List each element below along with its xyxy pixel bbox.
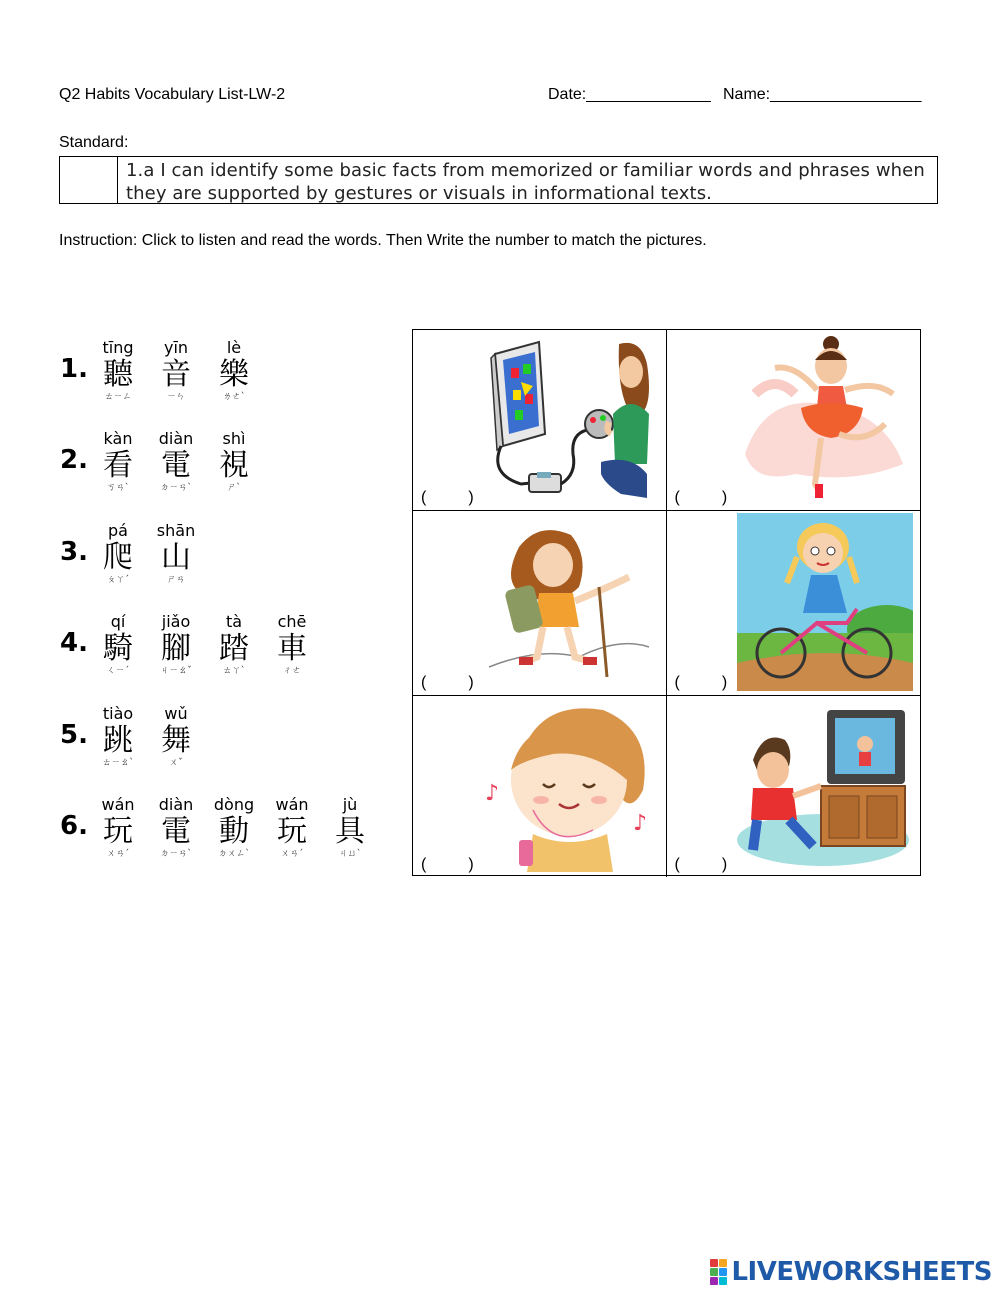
vocab-word[interactable] <box>204 612 264 677</box>
hanzi-character: 爬 <box>103 540 133 575</box>
pinyin: kàn <box>103 429 133 448</box>
zhuyin: ㄧㄣ <box>166 392 185 402</box>
hanzi-character: 玩 <box>277 814 307 849</box>
zhuyin: ㄔㄜ <box>282 666 301 676</box>
hanzi-character: 樂 <box>219 357 249 392</box>
pinyin: jiǎo <box>161 612 191 631</box>
worksheet-title: Q2 Habits Vocabulary List-LW-2 <box>59 86 286 103</box>
picture-grid <box>412 329 921 876</box>
vocab-word[interactable] <box>146 612 206 677</box>
ballet-dancer-picture <box>735 334 913 504</box>
pinyin: shān <box>156 521 196 540</box>
hanzi-character: 聽 <box>103 357 133 392</box>
hanzi-character: 踏 <box>219 631 249 666</box>
hiking-girl-picture <box>479 517 657 687</box>
hanzi-character: 腳 <box>161 631 191 666</box>
hanzi-character: 舞 <box>161 723 191 758</box>
pinyin: tiào <box>102 704 134 723</box>
zhuyin: ㄑㄧˊ <box>106 666 130 676</box>
answer-slot-3 <box>421 673 474 693</box>
picture-cell-2 <box>667 330 921 511</box>
tv-watching-boy-picture <box>733 700 909 872</box>
hanzi-character: 動 <box>219 814 249 849</box>
hanzi-character: 山 <box>161 540 191 575</box>
hanzi-character: 車 <box>277 631 307 666</box>
answer-slot-4 <box>675 673 728 693</box>
standard-text: 1.a I can identify some basic facts from memorized or familiar words and phrases when they are supported by gestures or visuals in informational texts. <box>126 160 925 204</box>
vocab-word[interactable] <box>146 338 206 403</box>
video-game-player-picture <box>481 334 657 504</box>
left-paren: ( <box>421 856 427 873</box>
standard-label: Standard: <box>59 134 129 151</box>
vocab-word[interactable] <box>262 612 322 677</box>
hanzi-character: 看 <box>103 448 133 483</box>
vocab-word[interactable] <box>146 429 206 494</box>
vocab-number: 6. <box>60 811 88 841</box>
zhuyin: ㄕㄢ <box>166 575 185 585</box>
zhuyin: ㄐㄩˋ <box>338 849 362 859</box>
vocab-word[interactable] <box>262 795 322 860</box>
vocab-word[interactable] <box>320 795 380 860</box>
pinyin: wǔ <box>164 704 188 723</box>
zhuyin: ㄨㄢˊ <box>280 849 304 859</box>
pinyin: diàn <box>158 429 194 448</box>
pinyin: jù <box>342 795 358 814</box>
left-paren: ( <box>674 856 680 873</box>
vocab-word[interactable] <box>88 429 148 494</box>
pinyin: shì <box>222 429 246 448</box>
logo-mark-icon <box>710 1259 727 1285</box>
music-listener-picture <box>483 700 659 872</box>
liveworksheets-logo <box>710 1257 992 1287</box>
picture-cell-1 <box>413 330 667 511</box>
svg-text:♪: ♪ <box>633 811 648 836</box>
answer-input-2[interactable] <box>680 488 722 508</box>
answer-slot-6 <box>675 855 728 875</box>
left-paren: ( <box>421 489 427 506</box>
zhuyin: ㄕˋ <box>227 483 241 493</box>
hanzi-character: 騎 <box>103 631 133 666</box>
right-paren: ) <box>468 489 474 506</box>
vocab-word[interactable] <box>204 795 264 860</box>
pinyin: wán <box>275 795 309 814</box>
vocab-word[interactable] <box>88 704 148 769</box>
pinyin: qí <box>110 612 126 631</box>
zhuyin: ㄊㄚˋ <box>222 666 246 676</box>
hanzi-character: 電 <box>161 448 191 483</box>
standard-check-cell <box>60 157 118 203</box>
answer-input-5[interactable] <box>426 855 468 875</box>
pinyin: lè <box>226 338 242 357</box>
vocab-number: 2. <box>60 445 88 475</box>
zhuyin: ㄆㄚˊ <box>106 575 130 585</box>
right-paren: ) <box>468 674 474 691</box>
pinyin: pá <box>108 521 128 540</box>
pinyin: wán <box>101 795 135 814</box>
standard-table <box>59 156 938 204</box>
vocab-number: 1. <box>60 354 88 384</box>
zhuyin: ㄊㄧㄥ <box>104 392 132 402</box>
answer-input-3[interactable] <box>426 673 468 693</box>
picture-cell-5 <box>413 696 667 877</box>
instruction-text: Instruction: Click to listen and read the words. Then Write the number to match the pictures. <box>59 232 707 249</box>
vocab-number: 3. <box>60 537 88 567</box>
answer-slot-1 <box>421 488 474 508</box>
logo-text: LIVEWORKSHEETS <box>731 1257 992 1287</box>
pinyin: chē <box>277 612 307 631</box>
zhuyin: ㄉㄨㄥˋ <box>218 849 250 859</box>
answer-slot-5 <box>421 855 474 875</box>
vocab-word[interactable] <box>88 612 148 677</box>
picture-cell-3 <box>413 511 667 696</box>
pinyin: dòng <box>213 795 255 814</box>
hanzi-character: 具 <box>335 814 365 849</box>
picture-cell-6 <box>667 696 921 877</box>
vocab-word[interactable] <box>146 704 206 769</box>
zhuyin: ㄨㄢˊ <box>106 849 130 859</box>
left-paren: ( <box>421 674 427 691</box>
left-paren: ( <box>674 674 680 691</box>
name-field-label: Name:_________________ <box>723 86 922 103</box>
zhuyin: ㄐㄧㄠˇ <box>160 666 192 676</box>
hanzi-character: 視 <box>219 448 249 483</box>
answer-input-6[interactable] <box>680 855 722 875</box>
right-paren: ) <box>721 856 728 873</box>
answer-input-1[interactable] <box>426 488 468 508</box>
vocab-number: 5. <box>60 720 88 750</box>
vocab-word[interactable] <box>204 338 264 403</box>
zhuyin: ㄌㄜˋ <box>222 392 246 402</box>
zhuyin: ㄉㄧㄢˋ <box>160 483 192 493</box>
pinyin: tà <box>225 612 243 631</box>
vocab-word[interactable] <box>88 521 148 586</box>
right-paren: ) <box>468 856 474 873</box>
right-paren: ) <box>721 489 728 506</box>
left-paren: ( <box>674 489 680 506</box>
vocab-word[interactable] <box>146 521 206 586</box>
vocab-word[interactable] <box>204 429 264 494</box>
zhuyin: ㄊㄧㄠˋ <box>102 758 134 768</box>
hanzi-character: 跳 <box>103 723 133 758</box>
bicycle-girl-picture <box>737 513 913 691</box>
zhuyin: ㄨˇ <box>169 758 183 768</box>
vocab-number: 4. <box>60 628 88 658</box>
hanzi-character: 音 <box>161 357 191 392</box>
picture-cell-4 <box>667 511 921 696</box>
zhuyin: ㄉㄧㄢˋ <box>160 849 192 859</box>
right-paren: ) <box>721 674 728 691</box>
pinyin: yīn <box>163 338 189 357</box>
answer-input-4[interactable] <box>680 673 722 693</box>
pinyin: diàn <box>158 795 194 814</box>
hanzi-character: 電 <box>161 814 191 849</box>
vocab-word[interactable] <box>146 795 206 860</box>
zhuyin: ㄎㄢˋ <box>106 483 130 493</box>
hanzi-character: 玩 <box>103 814 133 849</box>
date-field-label: Date:______________ <box>548 86 711 103</box>
vocab-word[interactable] <box>88 338 148 403</box>
svg-text:♪: ♪ <box>485 781 500 806</box>
vocab-word[interactable] <box>88 795 148 860</box>
answer-slot-2 <box>675 488 728 508</box>
pinyin: tīng <box>102 338 134 357</box>
